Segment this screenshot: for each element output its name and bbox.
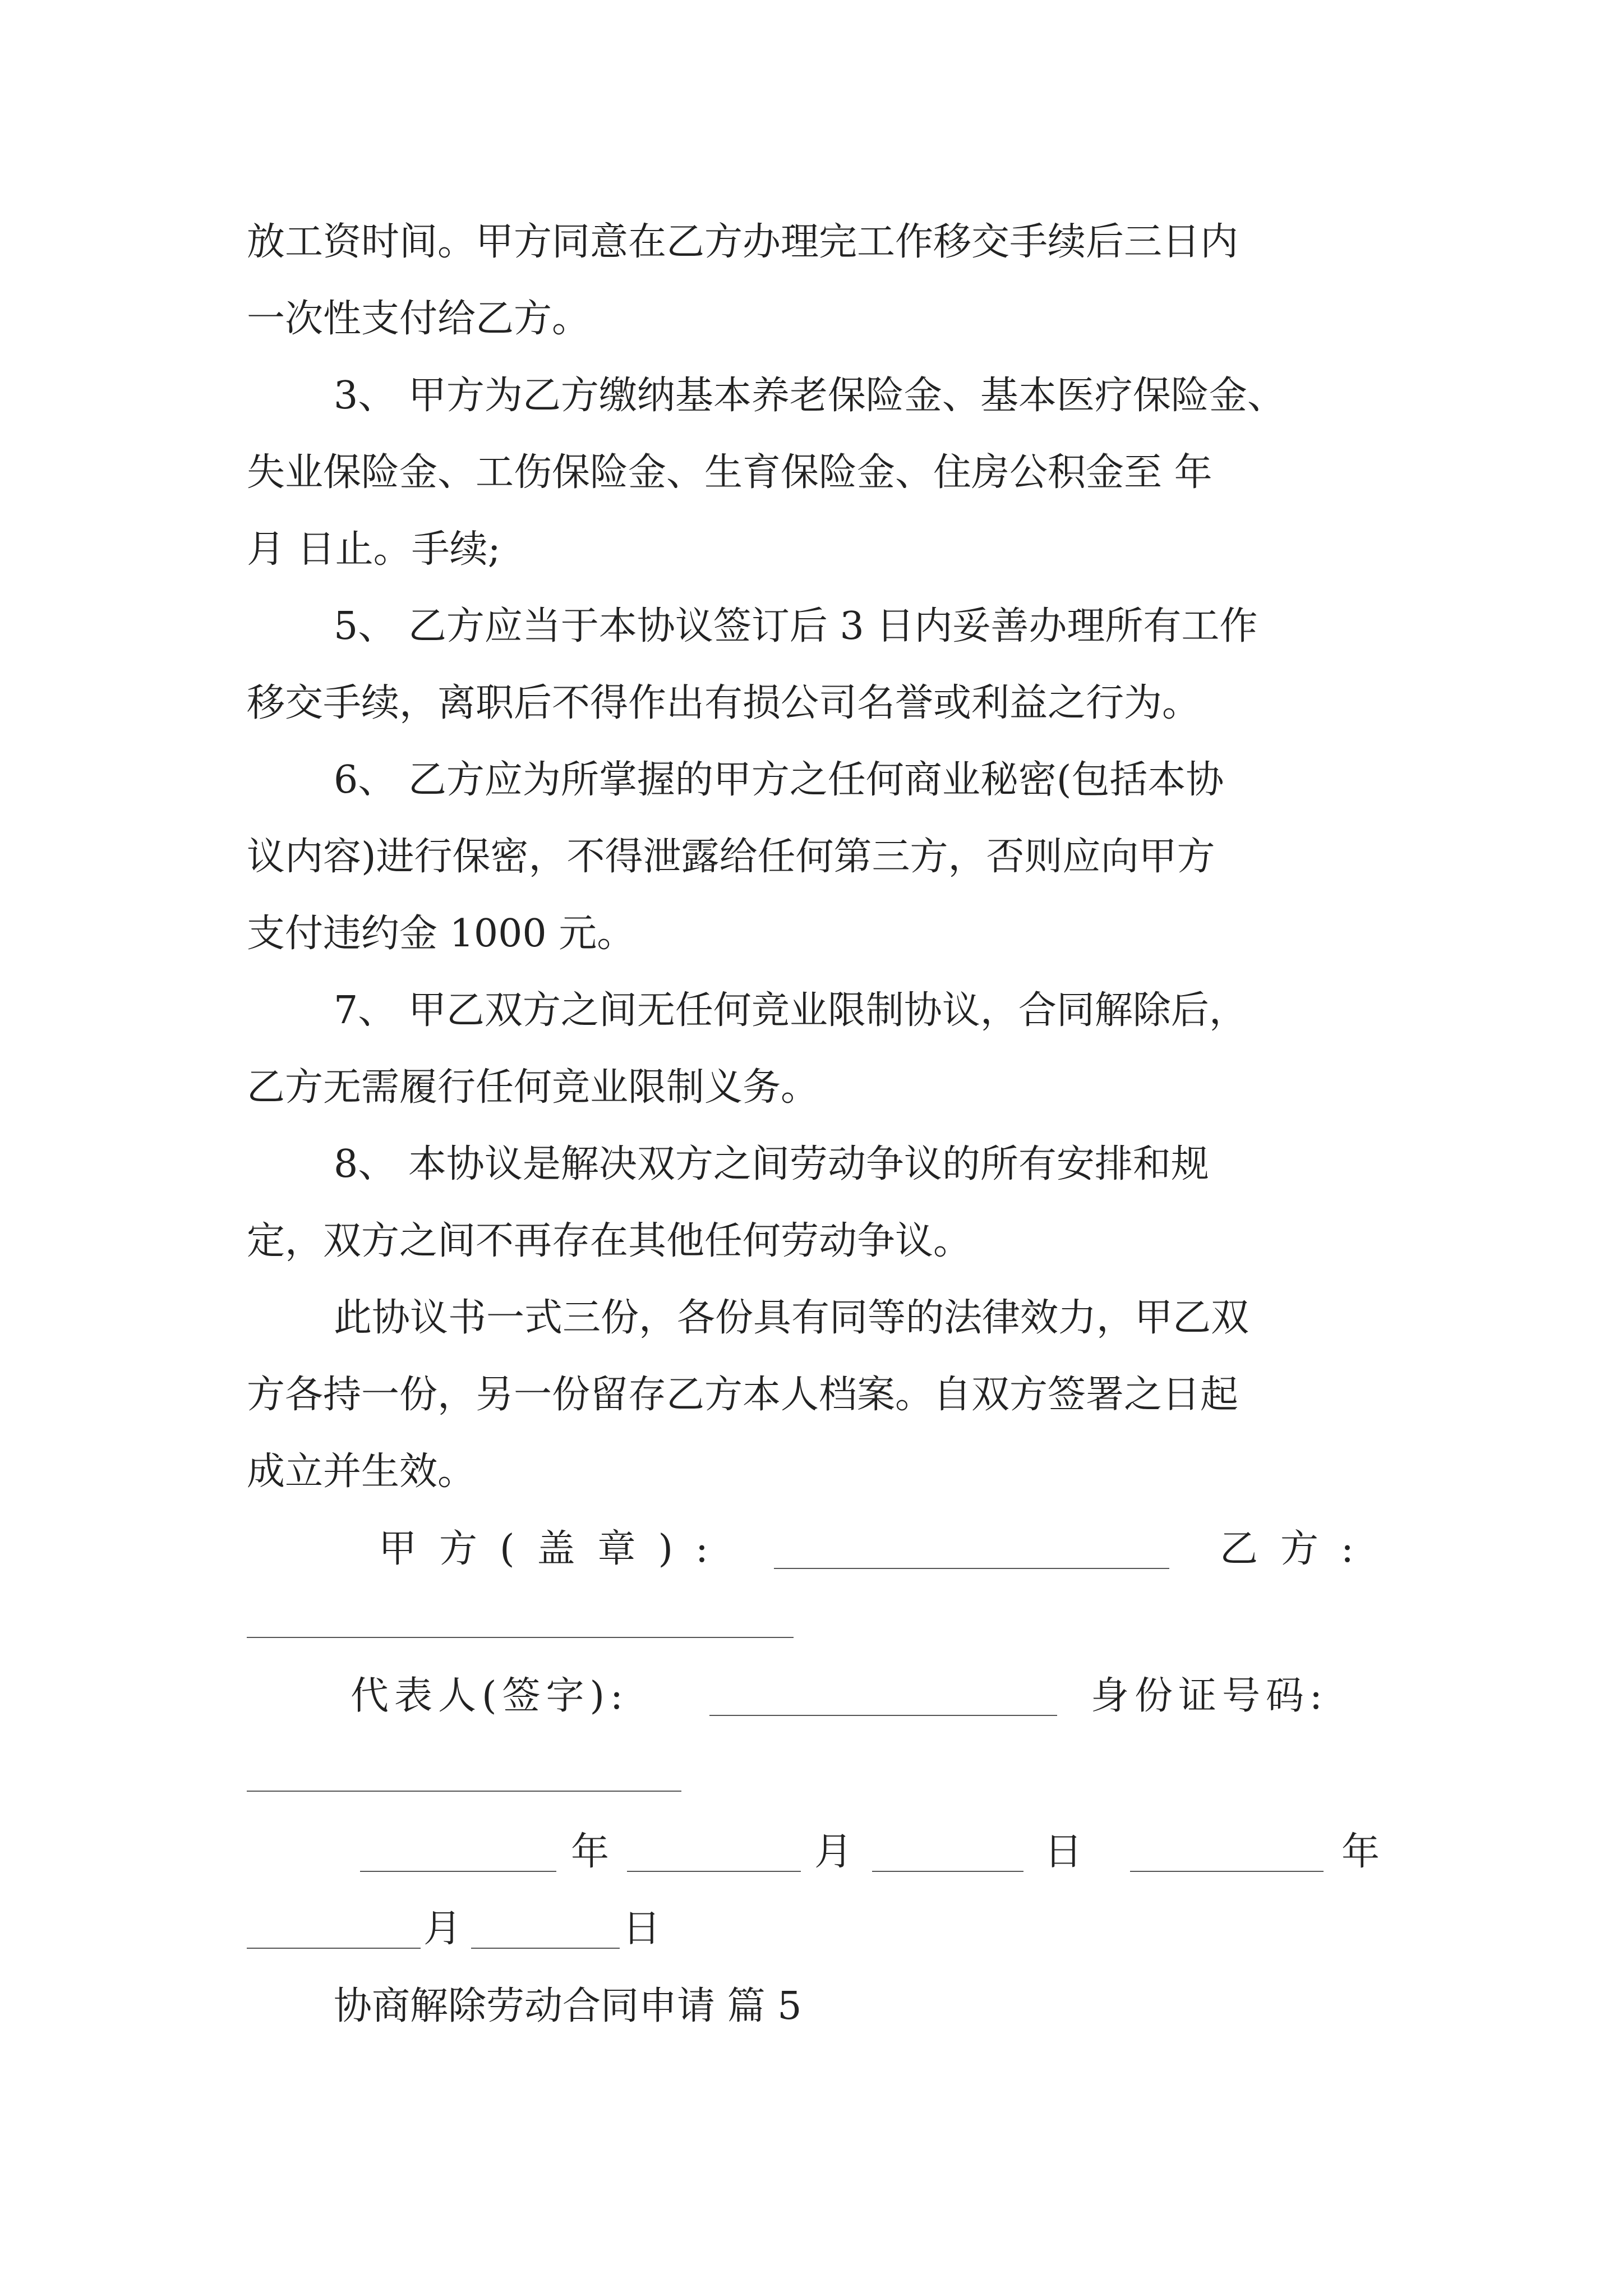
paragraph-line: 成立并生效。 — [247, 1450, 476, 1494]
party-a-signature-line — [774, 1568, 1169, 1569]
paragraph-line: 放工资时间。甲方同意在乙方办理完工作移交手续后三日内 — [247, 220, 1239, 264]
closing-paragraph-line: 此协议书一式三份，各份具有同等的法律效力，甲乙双 — [334, 1296, 1249, 1340]
id-number-line — [247, 1791, 681, 1792]
clause-5-line: 5、 乙方应当于本协议签订后 3 日内妥善办理所有工作 — [334, 604, 1258, 648]
clause-8-line: 8、 本协议是解决双方之间劳动争议的所有安排和规 — [334, 1142, 1209, 1186]
paragraph-line: 一次性支付给乙方。 — [247, 297, 591, 341]
party-a-year-label: 年 — [571, 1830, 610, 1874]
party-b-year-blank — [1130, 1871, 1324, 1872]
clause-7-line: 7、 甲乙双方之间无任何竞业限制协议，合同解除后， — [334, 988, 1247, 1033]
party-b-month-blank — [247, 1948, 421, 1949]
paragraph-line: 乙方无需履行任何竞业限制义务。 — [247, 1065, 819, 1110]
party-a-month-blank — [627, 1871, 801, 1872]
party-a-day-blank — [872, 1871, 1023, 1872]
representative-label: 代表人(签字): — [351, 1674, 629, 1718]
party-b-day-blank — [471, 1948, 620, 1949]
party-a-day-label: 日 — [1044, 1830, 1083, 1874]
next-section-title: 协商解除劳动合同申请 篇 5 — [334, 1984, 802, 2028]
id-number-label: 身份证号码: — [1091, 1674, 1328, 1718]
party-b-signature-line — [247, 1637, 794, 1638]
paragraph-line: 议内容)进行保密，不得泄露给任何第三方，否则应向甲方 — [247, 835, 1215, 879]
clause-3-line: 3、 甲方为乙方缴纳基本养老保险金、基本医疗保险金、 — [334, 374, 1285, 418]
party-a-month-label: 月 — [814, 1830, 853, 1874]
party-b-month-label: 月 — [423, 1907, 462, 1951]
paragraph-line: 支付违约金 1000 元。 — [247, 912, 635, 956]
paragraph-line: 月 日止。手续; — [247, 527, 501, 572]
party-b-day-label: 日 — [623, 1907, 661, 1951]
party-b-year-label: 年 — [1341, 1830, 1380, 1874]
clause-6-line: 6、 乙方应为所掌握的甲方之任何商业秘密(包括本协 — [334, 758, 1224, 802]
paragraph-line: 定，双方之间不再存在其他任何劳动争议。 — [247, 1219, 972, 1263]
party-b-label: 乙方: — [1220, 1527, 1376, 1571]
paragraph-line: 方各持一份，另一份留存乙方本人档案。自双方签署之日起 — [247, 1373, 1239, 1417]
representative-signature-line — [709, 1715, 1057, 1716]
party-a-label: 甲方(盖章): — [379, 1527, 731, 1571]
party-a-year-blank — [360, 1871, 556, 1872]
paragraph-line: 失业保险金、工伤保险金、生育保险金、住房公积金至 年 — [247, 450, 1212, 495]
paragraph-line: 移交手续，离职后不得作出有损公司名誉或利益之行为。 — [247, 681, 1201, 725]
